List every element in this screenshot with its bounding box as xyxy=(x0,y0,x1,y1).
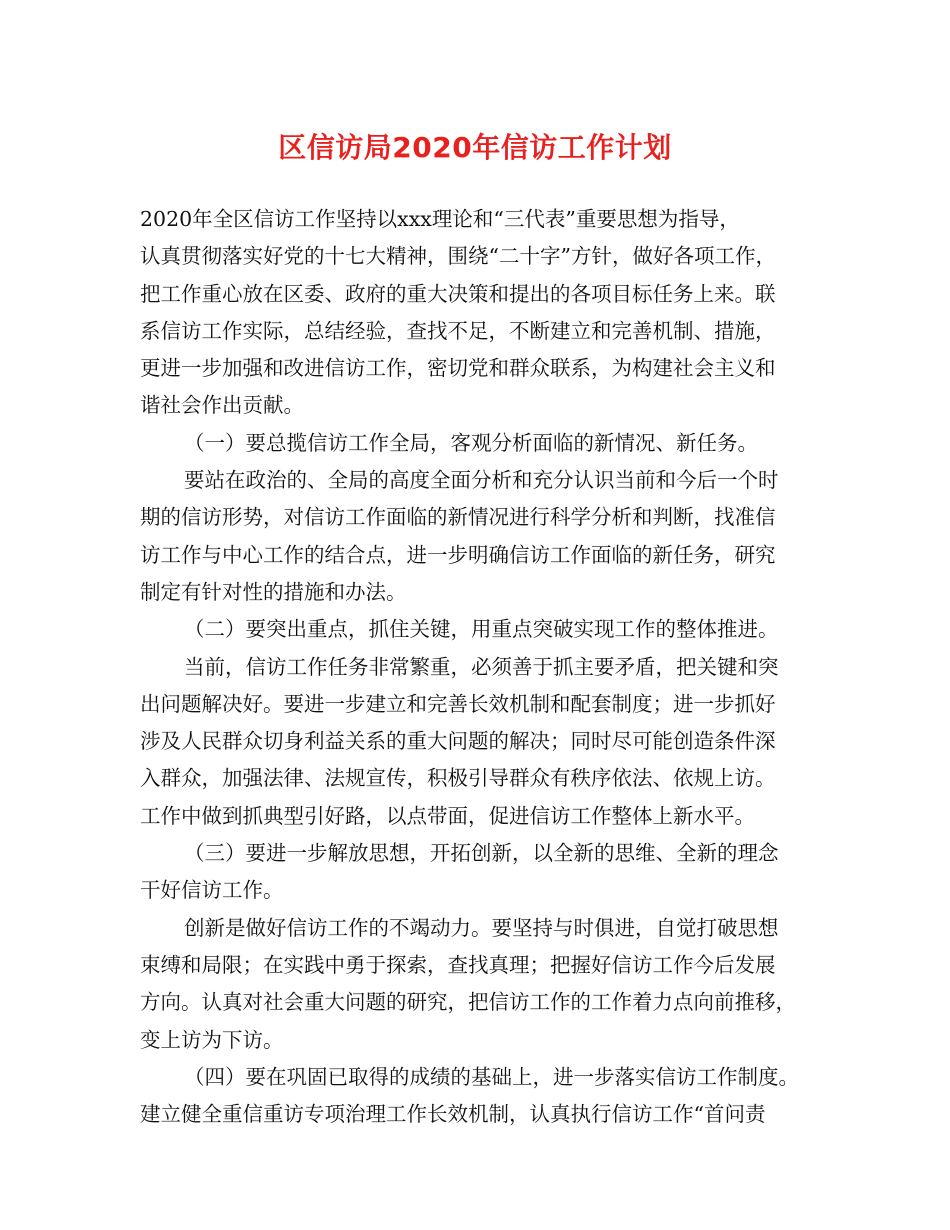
body-line: 变上访为下访。 xyxy=(140,1027,284,1052)
body-line: 工作中做到抓典型引好路，以点带面，促进信访工作整体上新水平。 xyxy=(140,803,755,828)
body-line: 制定有针对性的措施和办法。 xyxy=(140,579,407,604)
body-line: 涉及人民群众切身利益关系的重大问题的解决；同时尽可能创造条件深 xyxy=(140,729,776,754)
section-heading: （二）要突出重点，抓住关键，用重点突破实现工作的整体推进。 xyxy=(184,617,779,642)
section-heading: （三）要进一步解放思想，开拓创新，以全新的思维、全新的理念 xyxy=(184,841,779,866)
body-line: 期的信访形势，对信访工作面临的新情况进行科学分析和判断，找准信 xyxy=(140,505,776,530)
body-line: 要站在政治的、全局的高度全面分析和充分认识当前和今后一个时 xyxy=(184,468,779,493)
body-line: 干好信访工作。 xyxy=(140,878,284,903)
body-line: 把工作重心放在区委、政府的重大决策和提出的各项目标任务上来。联 xyxy=(140,281,776,306)
section-heading: （四）要在巩固已取得的成绩的基础上，进一步落实信访工作制度。 xyxy=(184,1064,799,1089)
body-line: 认真贯彻落实好党的十七大精神，围绕“二十字”方针，做好各项工作， xyxy=(140,244,776,269)
body-line: 方向。认真对社会重大问题的研究，把信访工作的工作着力点向前推移， xyxy=(140,990,796,1015)
body-line: 建立健全重信重访专项治理工作长效机制，认真执行信访工作“首问责 xyxy=(140,1102,766,1127)
body-line: 更进一步加强和改进信访工作，密切党和群众联系，为构建社会主义和 xyxy=(140,356,776,381)
body-line: 入群众，加强法律、法规宣传，积极引导群众有秩序依法、依规上访。 xyxy=(140,766,776,791)
document-body xyxy=(140,201,830,1133)
body-line: 系信访工作实际，总结经验，查找不足，不断建立和完善机制、措施， xyxy=(140,318,776,343)
body-line: 创新是做好信访工作的不竭动力。要坚持与时俱进，自觉打破思想 xyxy=(184,915,779,940)
section-heading: （一）要总揽信访工作全局，客观分析面临的新情况、新任务。 xyxy=(184,430,758,455)
body-line: 2020年全区信访工作坚持以xxx理论和“三代表”重要思想为指导， xyxy=(140,207,740,231)
body-line: 谐社会作出贡献。 xyxy=(140,393,304,418)
body-line: 束缚和局限；在实践中勇于探索，查找真理；把握好信访工作今后发展 xyxy=(140,952,776,977)
document-title: 区信访局2020年信访工作计划 xyxy=(278,131,672,164)
body-line: 访工作与中心工作的结合点，进一步明确信访工作面临的新任务，研究 xyxy=(140,542,776,567)
body-line: 出问题解决好。要进一步建立和完善长效机制和配套制度；进一步抓好 xyxy=(140,691,776,716)
body-line: 当前，信访工作任务非常繁重，必须善于抓主要矛盾，把关键和突 xyxy=(184,654,779,679)
